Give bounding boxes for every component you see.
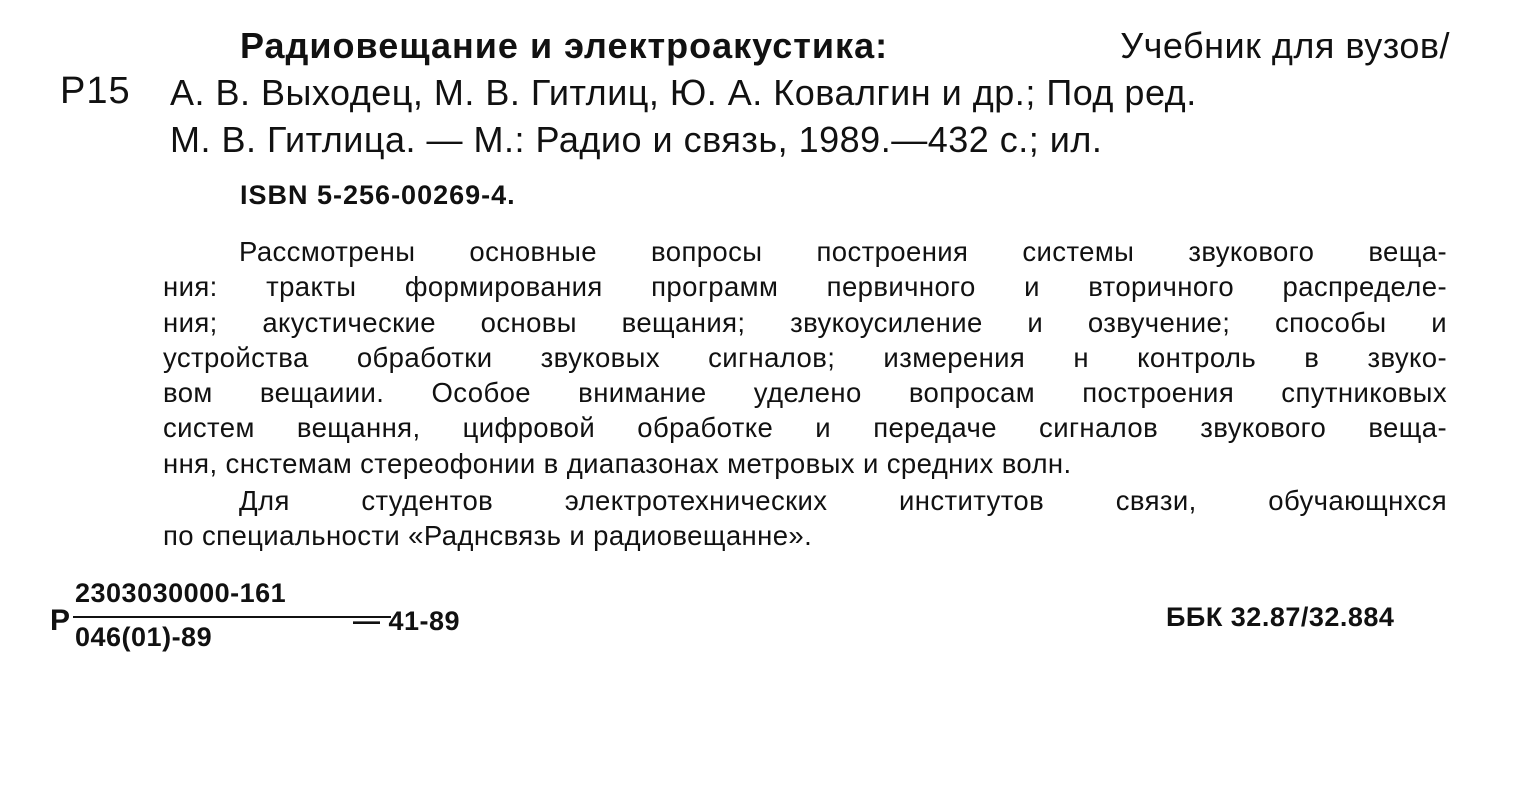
annotation-line: Рассмотрены основные вопросы построения системы звукового веща- [239,236,1447,267]
fraction-bar [73,616,391,618]
udk-code: Р15 [60,70,131,112]
audience-line: по специальности «Раднсвязь и радиовещанне». [163,520,813,552]
audience-line: Для студентов электротехнических институтов связи, обучающнхся [239,485,1447,517]
book-title: Радиовещание и электроакустика: [240,25,889,66]
classification-denominator: 046(01)-89 [75,622,213,652]
biblio-authors: А. В. Выходец, М. В. Гитлиц, Ю. А. Ковалгин и др.; Под ред. [170,72,1197,113]
annotation [163,234,1447,554]
annotation-line: ння, снстемам стереофонии в диапазонах метровых и средних волн. [163,447,1072,479]
annotation-line: вом вещаиии. Особое внимание уделено вопросам построения спутниковых [163,377,1447,409]
bbk-code: ББК 32.87/32.884 [1166,602,1395,632]
classification-numerator: 2303030000-161 [75,578,287,608]
biblio-line-1 [170,22,1450,69]
classification-prefix: Р [50,604,71,637]
isbn: ISBN 5-256-00269-4. [240,180,516,210]
annotation-line: ния: тракты формирования программ первичного и вторичного распределе- [163,271,1447,303]
annotation-line: ния; акустические основы вещания; звукоусиление и озвучение; способы и [163,306,1447,338]
classification-suffix: — 41-89 [353,606,461,636]
bibliographic-entry [170,22,1450,163]
annotation-line: систем вещання, цифровой обработке и передаче сигналов звукового веща- [163,412,1447,444]
book-title-rest: Учебник для вузов/ [1120,25,1450,66]
annotation-line: устройства обработки звуковых сигналов; измерения н контроль в звуко- [163,341,1447,373]
biblio-imprint: М. В. Гитлица. — М.: Радио и связь, 1989.—432 с.; ил. [170,119,1103,160]
